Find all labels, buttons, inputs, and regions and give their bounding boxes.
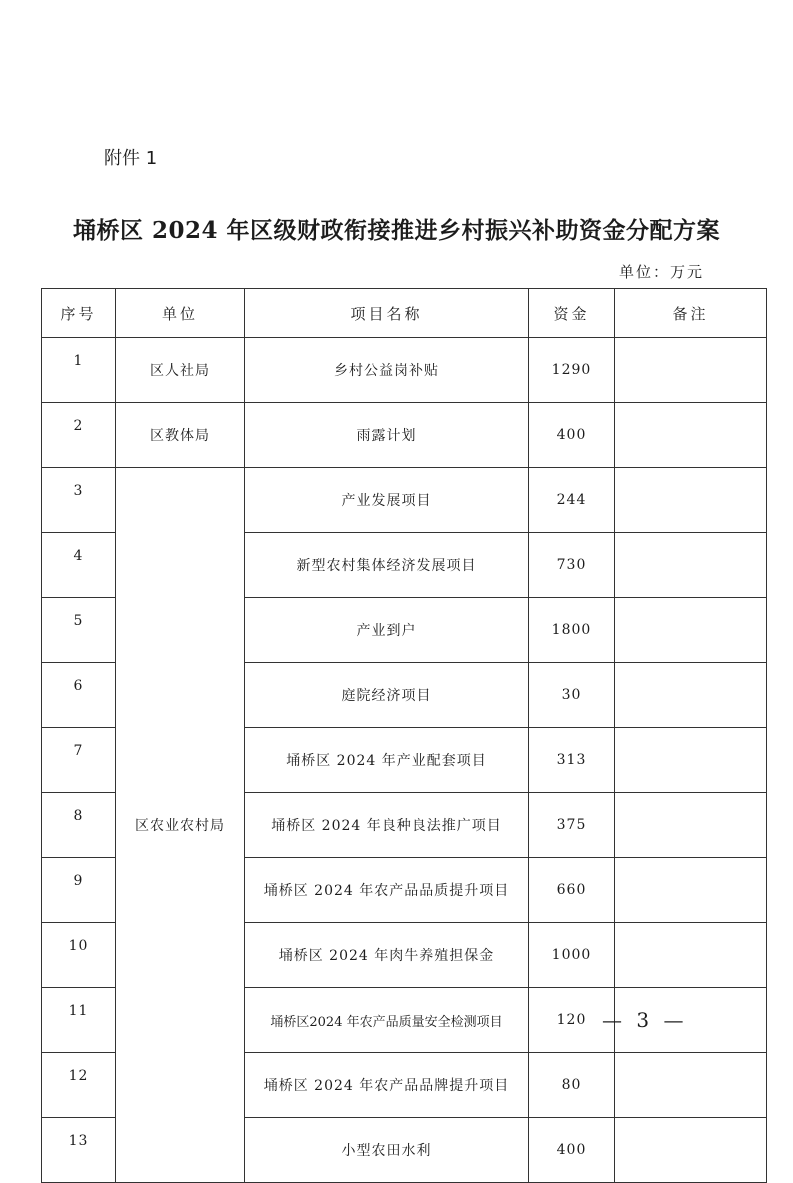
fund-cell: 730 <box>529 533 615 598</box>
project-cell: 埇桥区 2024 年产业配套项目 <box>245 728 529 793</box>
project-cell: 产业发展项目 <box>245 468 529 533</box>
remark-cell <box>615 793 767 858</box>
project-cell: 埇桥区 2024 年农产品品质提升项目 <box>245 858 529 923</box>
unit-cell: 区人社局 <box>116 338 245 403</box>
project-cell: 庭院经济项目 <box>245 663 529 728</box>
attachment-label: 附件 1 <box>104 148 158 169</box>
project-cell: 产业到户 <box>245 598 529 663</box>
unit-note: 单位：万元 <box>618 263 704 281</box>
remark-cell <box>615 728 767 793</box>
fund-cell: 375 <box>529 793 615 858</box>
fund-cell: 1290 <box>529 338 615 403</box>
fund-cell: 244 <box>529 468 615 533</box>
header-project: 项目名称 <box>245 289 529 338</box>
fund-cell: 120 <box>529 988 615 1053</box>
remark-cell <box>615 1118 767 1183</box>
fund-cell: 400 <box>529 403 615 468</box>
table-row <box>42 468 767 533</box>
seq-cell: 4 <box>42 533 116 598</box>
remark-cell <box>615 338 767 403</box>
page-number: — 3 — <box>602 1008 688 1032</box>
fund-cell: 1000 <box>529 923 615 988</box>
project-cell: 埇桥区 2024 年肉牛养殖担保金 <box>245 923 529 988</box>
seq-cell: 10 <box>42 923 116 988</box>
remark-cell <box>615 1053 767 1118</box>
project-cell: 埇桥区 2024 年农产品品牌提升项目 <box>245 1053 529 1118</box>
seq-cell: 5 <box>42 598 116 663</box>
unit-cell: 区教体局 <box>116 403 245 468</box>
seq-cell: 3 <box>42 468 116 533</box>
seq-cell: 7 <box>42 728 116 793</box>
fund-cell: 660 <box>529 858 615 923</box>
remark-cell <box>615 858 767 923</box>
remark-cell <box>615 923 767 988</box>
seq-cell: 9 <box>42 858 116 923</box>
seq-cell: 8 <box>42 793 116 858</box>
table-row <box>42 403 767 468</box>
seq-cell: 2 <box>42 403 116 468</box>
seq-cell: 11 <box>42 988 116 1053</box>
fund-cell: 1800 <box>529 598 615 663</box>
fund-cell: 313 <box>529 728 615 793</box>
seq-cell: 12 <box>42 1053 116 1118</box>
seq-cell: 1 <box>42 338 116 403</box>
remark-cell <box>615 468 767 533</box>
header-remark: 备注 <box>615 289 767 338</box>
header-seq: 序号 <box>42 289 116 338</box>
table-header-row <box>42 289 767 338</box>
project-cell: 小型农田水利 <box>245 1118 529 1183</box>
remark-cell <box>615 403 767 468</box>
fund-cell: 80 <box>529 1053 615 1118</box>
fund-cell: 30 <box>529 663 615 728</box>
project-cell: 埇桥区 2024 年良种良法推广项目 <box>245 793 529 858</box>
header-unit: 单位 <box>116 289 245 338</box>
project-cell: 雨露计划 <box>245 403 529 468</box>
document-title: 埇桥区 2024 年区级财政衔接推进乡村振兴补助资金分配方案 <box>72 217 721 244</box>
header-fund: 资金 <box>529 289 615 338</box>
table-row <box>42 338 767 403</box>
seq-cell: 6 <box>42 663 116 728</box>
fund-cell: 400 <box>529 1118 615 1183</box>
unit-cell-merged: 区农业农村局 <box>116 468 245 1183</box>
project-cell: 埇桥区2024 年农产品质量安全检测项目 <box>245 988 529 1053</box>
project-cell: 新型农村集体经济发展项目 <box>245 533 529 598</box>
seq-cell: 13 <box>42 1118 116 1183</box>
remark-cell <box>615 533 767 598</box>
fund-allocation-table <box>41 288 767 1183</box>
project-cell: 乡村公益岗补贴 <box>245 338 529 403</box>
remark-cell <box>615 598 767 663</box>
remark-cell <box>615 663 767 728</box>
